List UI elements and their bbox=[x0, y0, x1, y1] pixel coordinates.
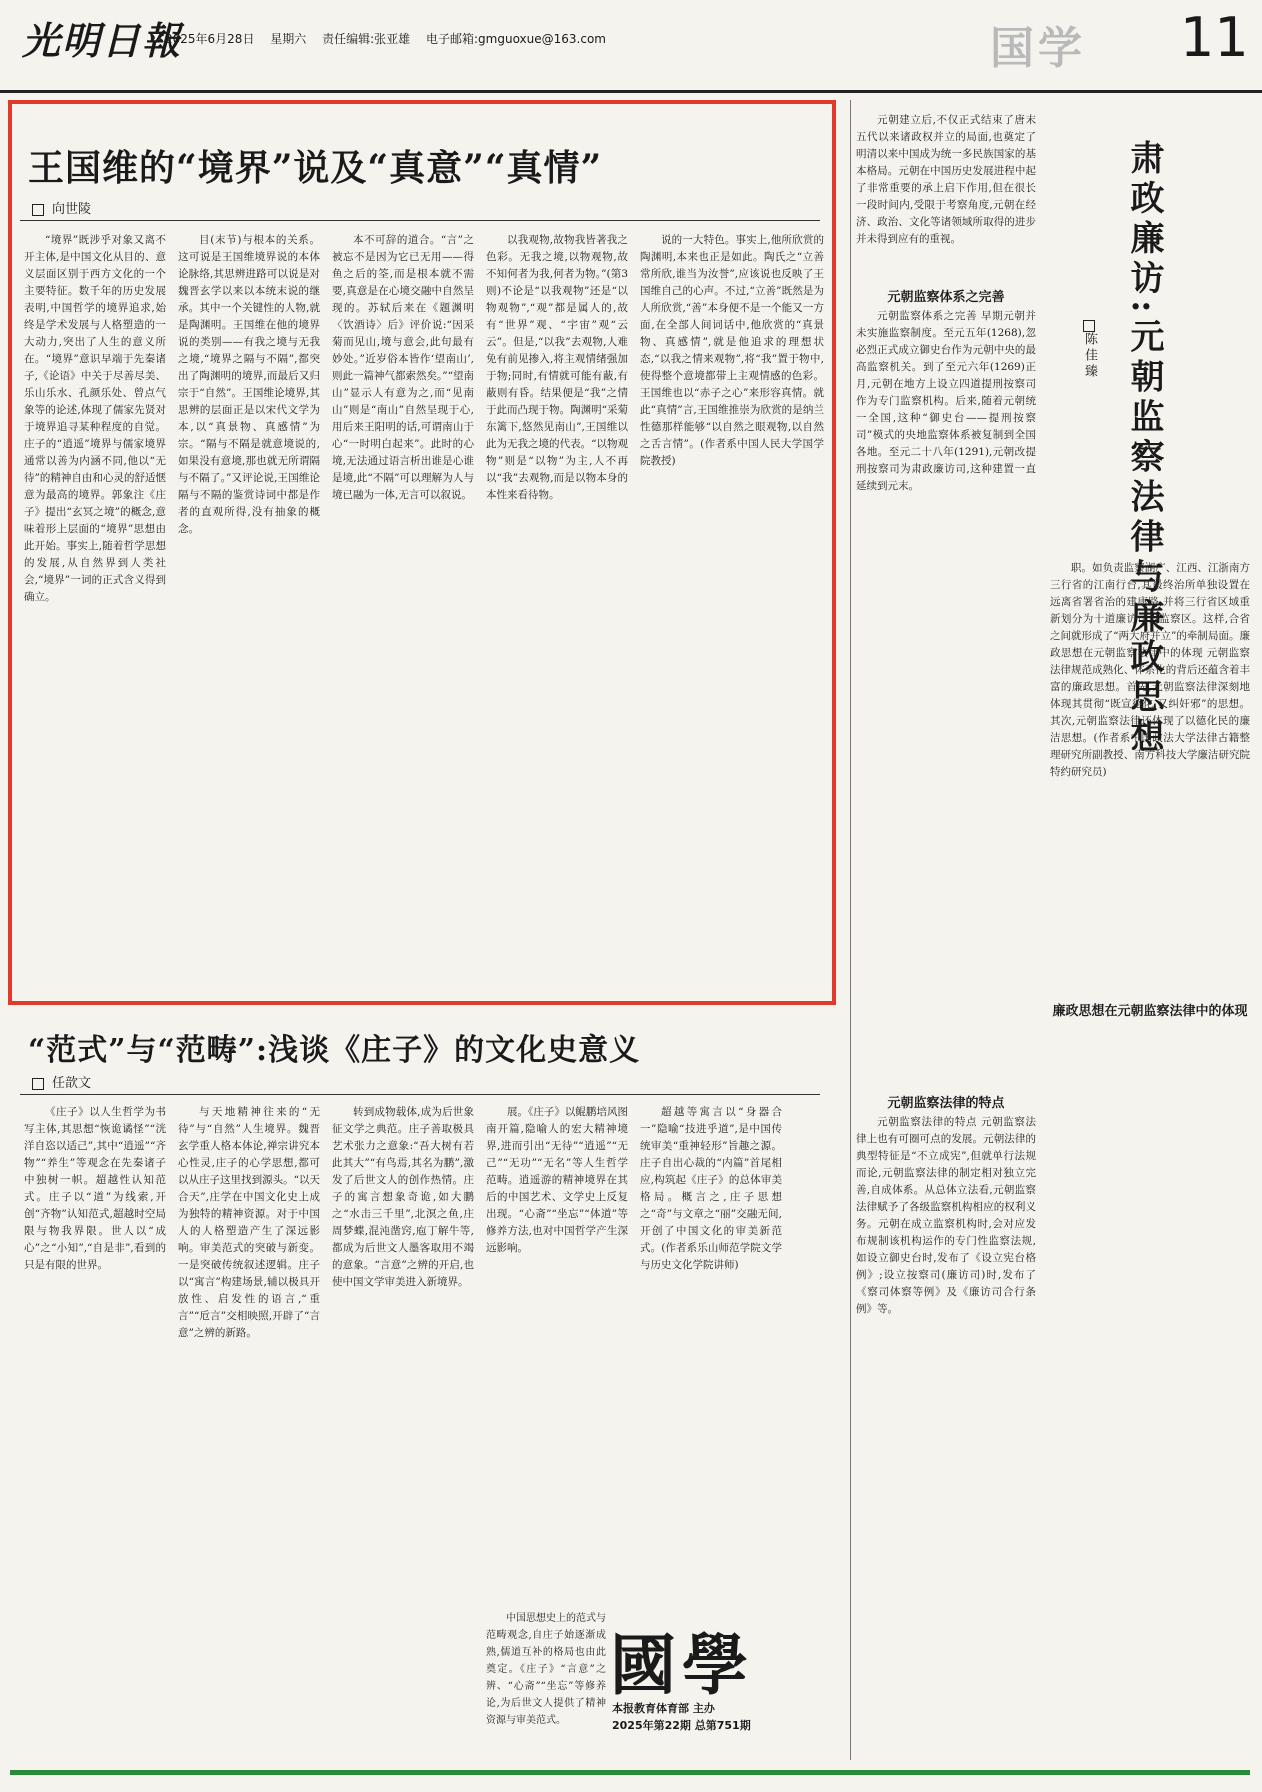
divider bbox=[20, 220, 820, 221]
paragraph: 本不可辞的道合。“言”之被忘不是因为它已无用——得鱼之后的筌,而是根本就不需要,真意是在心境交融中自然呈现的。苏轼后来在《题渊明〈饮酒诗〉后》评价说:“因采菊而见山,境与意会,此句最有妙处。”近岁俗本皆作‘望南山’,则此一篇神气都索然矣。”“望南山”显示人有意为之,而“见南山”则是“南山”自然呈现于心,用后来王阳明的话,可谓南山于心“一时明白起来”。此时的心境,无法通过语言析出谁是心谁是境,此“不隔”可以理解为人与境已融为一体,无言可以叙说。 bbox=[332, 234, 474, 501]
paragraph: 超越等寓言以“身器合一”隐喻“技进乎道”,是中国传统审美“重神轻形”旨趣之源。庄子自出心裁的“内篇”首尾相应,构筑起《庄子》的总体审美格局。概言之,庄子思想之“奇”与文章之“丽”交融无间,开创了中国文化的审美新范式。(作者系乐山师范学院文学与历史文化学院讲师) bbox=[640, 1106, 782, 1271]
article1-author: 向世陵 bbox=[52, 202, 92, 217]
paragraph: 目(末节)与根本的关系。这可说是王国维境界说的本体论脉络,其思辨进路可以说是对魏晋玄学以来以本统末说的继承。其中一个关键性的人物,就是陶渊明。王国维在他的境界说的类别——有我之境与无我之境,“境界之隔与不隔”,都突出了陶渊明的境界,而最后又归宗于“自然”。王国维论境界,其思辨的层面正是以宋代文学为本,以“真景物、真感情”为宗。“隔与不隔是就意境说的,如果没有意境,那也就无所谓隔与不隔了。”又评论说,王国维论隔与不隔的鉴赏诗词中都是作者的直观所得,没有抽象的概念。 bbox=[178, 234, 320, 535]
article1-col-1 bbox=[24, 232, 166, 992]
article2-col-3 bbox=[332, 1104, 474, 1764]
article2-title[interactable]: “范式”与“范畴”:浅谈《庄子》的文化史意义 bbox=[28, 1033, 641, 1068]
article3-upper-col-2 bbox=[856, 308, 1036, 808]
article1-col-3 bbox=[332, 232, 474, 992]
article3-title[interactable]: 肃政廉访:元朝监察法律与廉政思想 bbox=[1124, 140, 1164, 759]
bottom-accent-line bbox=[10, 1770, 1250, 1775]
article3-lower-col-2 bbox=[1050, 560, 1250, 1760]
paragraph: 说的一大特色。事实上,他所欣赏的陶渊明,本来也正是如此。陶氏之“立善常所欣,谁当为汝誉”,应该说也反映了王国维自己的心声。不过,“立善”既然是为人所欣赏,“善”本身便不是一个能又一方面,在全部人间词话中,他欣赏的“真景物、真感情”,就是他追求的理想状态,“以我之情来观物”,将“我”置于物中,使得整个意境都带上主观情感的色彩。王国维也以“赤子之心”来形容真情。就此“真情”言,王国维推崇为欣赏的是纳兰性德那样能够“以自然之眼观物,以自然之舌言情”。(作者系中国人民大学国学院教授) bbox=[640, 234, 824, 467]
column-divider bbox=[850, 100, 851, 1760]
article1-byline bbox=[32, 198, 91, 217]
divider bbox=[20, 1094, 820, 1095]
paragraph: 《庄子》以人生哲学为书写主体,其思想“恢诡谲怪”“洸洋自恣以适己”,其中“逍遥”“齐物”“养生”等观念在先秦诸子中独树一帜。超越性认知范式。庄子以“道”为线索,开创“齐物”认知范式,超越时空局限与物我界限。世人以“成心”之“小知”,“自是非”,看到的只是有限的世界。 bbox=[24, 1106, 166, 1271]
paragraph: 展。《庄子》以鲲鹏培风图南开篇,隐喻人的宏大精神境界,进而引出“无待”“逍遥”“无己”“无功”“无名”等人生哲学范畴。逍遥游的精神境界在其后的中国艺术、文学史上反复出现。“心斋”“坐忘”“体道”等修养方法,也对中国哲学产生深远影响。 bbox=[486, 1106, 628, 1254]
author-box-icon bbox=[32, 1078, 44, 1090]
paragraph: 元朝监察法律的特点 元朝监察法律上也有可圈可点的发展。元朝法律的典型特征是“不立成宪”,但就单行法规而论,元朝监察法律的制定相对独立完善,自成体系。从总体立法看,元朝监察法律赋予了各级监察机构相应的权利义务。元朝在成立监察机构时,会对应发布规制该机构运作的专门性监察法规,如设立御史台时,发布了《设立宪台格例》;设立按察司(廉访司)时,发布了《察司体察等例》及《廉访司合行条例》等。 bbox=[856, 1116, 1036, 1315]
article2-col-5 bbox=[640, 1104, 782, 1604]
guoxue-logo: 國學 bbox=[610, 1626, 754, 1704]
paragraph: 中国思想史上的范式与范畴观念,自庄子始逐渐成熟,儒道互补的格局也由此奠定。《庄子》“言意”之辨、“心斋”“坐忘”等修养论,为后世文人提供了精神资源与审美范式。 bbox=[486, 1613, 606, 1726]
page-number: 11 bbox=[1180, 6, 1249, 69]
article3-subhead-1: 元朝监察体系之完善 bbox=[887, 290, 1005, 305]
article3-author-name: 陈佳臻 bbox=[1082, 332, 1097, 380]
article2-byline bbox=[32, 1072, 91, 1091]
host-line: 本报教育体育部 主办 bbox=[612, 1702, 715, 1715]
article2-col-2 bbox=[178, 1104, 320, 1764]
article2-author: 任歆文 bbox=[52, 1076, 92, 1091]
author-box-icon bbox=[1083, 320, 1095, 332]
section-name: 国学 bbox=[990, 23, 1086, 74]
article2-col-1 bbox=[24, 1104, 166, 1764]
article3-subhead-3: 廉政思想在元朝监察法律中的体现 bbox=[1052, 1004, 1248, 1019]
email: 电子邮箱:gmguoxue@163.com bbox=[426, 32, 606, 46]
article1-col-4 bbox=[486, 232, 628, 992]
author-box-icon bbox=[32, 204, 44, 216]
article1-col-5 bbox=[640, 232, 824, 992]
issue-line: 2025年第22期 总第751期 bbox=[612, 1719, 751, 1732]
masthead: 光明日報 bbox=[22, 18, 183, 63]
paragraph: 转到成物载体,成为后世象征文学之典范。庄子善取极具艺术张力之意象:“吾大树有若此其大”“有鸟焉,其名为鹏”,激发了后世文人的创作热情。庄子的寓言想象奇诡,如大鹏之“水击三千里”,北溟之鱼,庄周梦蝶,混沌凿窍,庖丁解牛等,都成为后世文人墨客取用不竭的意象。“言意”之辨的开启,也使中国文学审美进入新境界。 bbox=[332, 1106, 474, 1288]
header-meta bbox=[165, 30, 618, 47]
weekday: 星期六 bbox=[270, 32, 307, 46]
paragraph: 以我观物,故物我皆著我之色彩。无我之境,以物观物,故不知何者为我,何者为物。”(第3则)不论是“以我观物”还是“以物观物”,“观”都是属人的,故有“世界”观、“宇宙”观“云云”。但是,“以我”去观物,人难免有前见掺入,将主观情绪强加于物;同时,有情就可能有蔽,有蔽则有昏。结果便是“我”之情于此而凸现于物。陶渊明“采菊东篱下,悠然见南山”,王国维以此为无我之境的代表。“以物观物”则是“以物”为主,人不再以“我”去观物,而是以物本身的本性来看待物。 bbox=[486, 234, 628, 501]
paragraph: 与天地精神往来的“无待”与“自然”人生境界。魏晋玄学重人格本体论,禅宗讲究本心性灵,庄子的心学思想,都可以从庄子这里找到源头。“以天合天”,庄学在中国文化史上成为独特的精神资源。对于中国人的人格塑造产生了深远影响。审美范式的突破与新变。一是突破传统叙述逻辑。庄子以“寓言”构建场景,辅以极具开放性、启发性的语言,“重言”“卮言”交相映照,开辟了“言意”之辨的新路。 bbox=[178, 1106, 320, 1339]
paragraph: 元朝建立后,不仅正式结束了唐末五代以来诸政权并立的局面,也奠定了明清以来中国成为统一多民族国家的基本格局。元朝在中国历史发展进程中起了非常重要的承上启下作用,但在很长一段时间内,受限于考察角度,元朝在经济、政治、文化等诸领域所取得的进步并未得到应有的重视。 bbox=[856, 114, 1036, 245]
issue-date: 2025年6月28日 bbox=[165, 32, 255, 46]
article3-lower-col-1 bbox=[856, 1114, 1036, 1764]
paragraph: “境界”既涉乎对象又离不开主体,是中国文化从目的、意义层面区别于西方文化的一个主要特征。数千年的历史发展表明,中国哲学的境界追求,始终是学术发展与人格塑造的一大动力,突出了人生的意义所在。“境界”意识早端于先秦诸子,《论语》中关于尽善尽美、乐山乐水、孔颜乐处、曾点气象等的论述,体现了儒家先贤对于境界追寻某种程度的自觉。庄子的“逍遥”境界与儒家境界通常以善为内涵不同,他以“无待”的精神自由和心灵的舒适惬意为最高的境界。郭象注《庄子》提出“玄冥之境”的概念,意味着形上层面的“境界”思想由此开始。事实上,随着哲学思想的发展,从自然界到人类社会,“境界”一词的正式含义得到确立。 bbox=[24, 234, 166, 603]
paragraph: 职。如负责监察湖广、江西、江浙南方三行省的江南行台,其最终治所单独设置在远离省署省治的建康路,并将三行省区域重新划分为十道廉访司为监察区。这样,合省之间就形成了“两大府并立”的牵制局面。廉政思想在元朝监察法律中的体现 元朝监察法律规范成熟化、体系化的背后还蕴含着丰富的廉政思想。首先,元朝监察法律深刻地体现其贯彻“既宣德化,又纠奸邪”的思想。其次,元朝监察法律还体现了以德化民的廉洁思想。(作者系中国政法大学法律古籍整理研究所副教授、南方科技大学廉洁研究院特约研究员) bbox=[1050, 562, 1250, 778]
page-header bbox=[0, 0, 1262, 93]
article2-col-6 bbox=[486, 1610, 606, 1760]
article3-author bbox=[1080, 320, 1103, 380]
logo-info bbox=[612, 1700, 751, 1734]
paragraph: 元朝监察体系之完善 早期元朝并未实施监察制度。至元五年(1268),忽必烈正式成立御史台作为元朝中央的最高监察机关。到了至元六年(1269)正月,元朝在地方上设立四道提刑按察司作为专门监察机构。后来,随着元朝统一全国,这种“御史台——提刑按察司”模式的央地监察体系被复制到全国各地。至元二十八年(1291),元朝改提刑按察司为肃政廉访司,这种建置一直延续到元末。 bbox=[856, 310, 1036, 492]
article1-title[interactable]: 王国维的“境界”说及“真意”“真情” bbox=[28, 147, 603, 189]
article1-col-2 bbox=[178, 232, 320, 992]
editor: 责任编辑:张亚雄 bbox=[322, 32, 411, 46]
article3-subhead-2: 元朝监察法律的特点 bbox=[887, 1096, 1005, 1111]
